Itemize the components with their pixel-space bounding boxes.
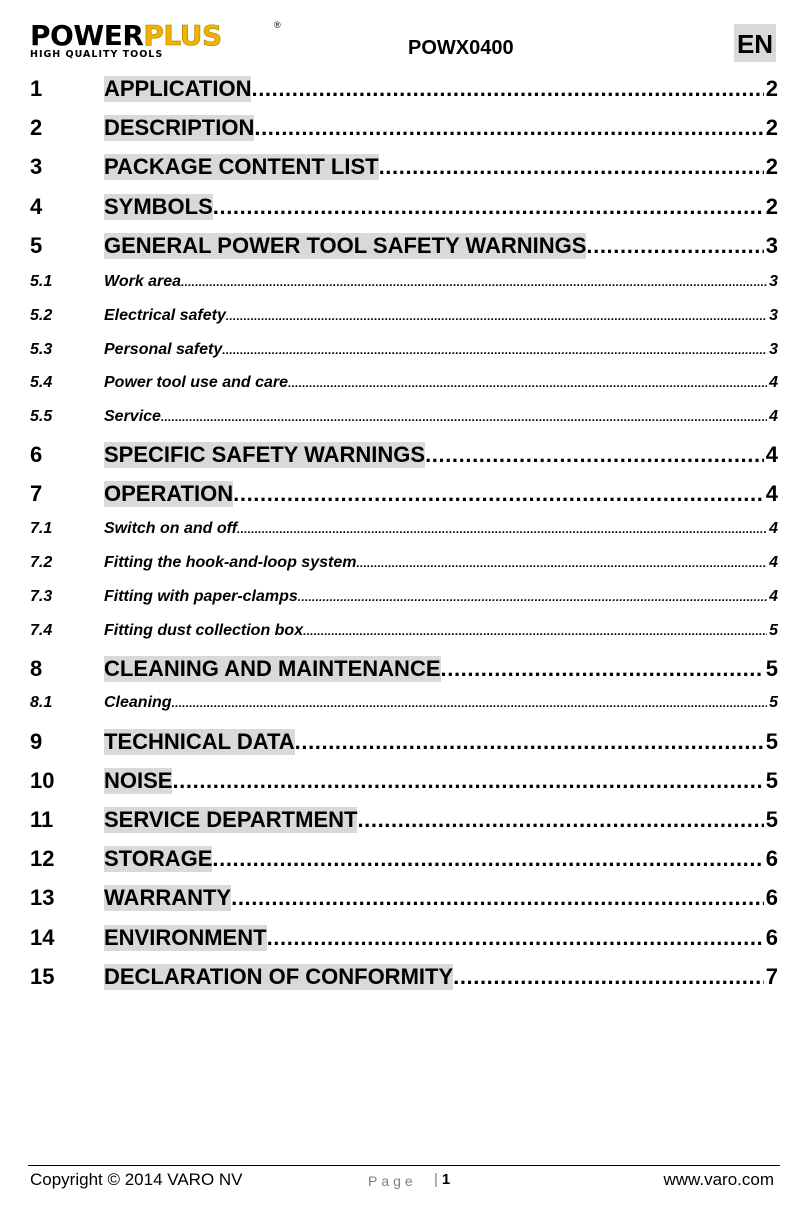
toc-entry-number: 15: [30, 964, 55, 989]
toc-entry-number: 6: [30, 442, 43, 467]
page-label: Page: [368, 1173, 417, 1189]
toc-entry-title[interactable]: STORAGE: [104, 846, 213, 871]
toc-entry-number: 5: [30, 233, 43, 258]
toc-entry[interactable]: [30, 307, 778, 325]
toc-entry-title[interactable]: OPERATION: [104, 481, 234, 506]
toc-entry-page: 6: [765, 885, 778, 910]
toc-entry-title[interactable]: SYMBOLS: [104, 194, 213, 219]
toc-dot-leader: [441, 656, 764, 682]
toc-dot-leader: [212, 846, 763, 872]
toc-entry[interactable]: [30, 622, 778, 640]
model-number: POWX0400: [408, 37, 514, 59]
toc-entry-title[interactable]: Personal safety: [104, 341, 223, 358]
toc-entry-number: 14: [30, 925, 55, 950]
toc-entry[interactable]: [30, 768, 778, 794]
toc-entry[interactable]: [30, 408, 778, 426]
toc-dot-leader: [379, 154, 764, 180]
toc-dot-leader: [586, 233, 763, 259]
toc-entry-title[interactable]: Work area: [104, 273, 182, 290]
toc-entry-title[interactable]: DECLARATION OF CONFORMITY: [104, 964, 454, 989]
toc-dot-leader: [181, 275, 767, 289]
toc-entry[interactable]: [30, 964, 778, 990]
toc-entry-page: 3: [769, 273, 778, 290]
page-separator: |: [434, 1171, 438, 1188]
toc-entry-title[interactable]: GENERAL POWER TOOL SAFETY WARNINGS: [104, 233, 587, 258]
toc-dot-leader: [161, 410, 767, 424]
toc-entry-number: 5.2: [30, 307, 53, 324]
toc-entry-page: 5: [765, 807, 778, 832]
toc-entry-title[interactable]: Electrical safety: [104, 307, 226, 324]
toc-entry[interactable]: [30, 588, 778, 606]
toc-entry-title[interactable]: Fitting dust collection box: [104, 622, 304, 639]
toc-dot-leader: [237, 522, 767, 536]
toc-entry-title[interactable]: SPECIFIC SAFETY WARNINGS: [104, 442, 426, 467]
toc-entry[interactable]: [30, 442, 778, 468]
toc-entry-title[interactable]: PACKAGE CONTENT LIST: [104, 154, 379, 179]
toc-entry-title[interactable]: APPLICATION: [104, 76, 252, 101]
toc-entry-number: 2: [30, 115, 43, 140]
toc-entry-page: 4: [769, 554, 778, 571]
toc-entry-page: 2: [765, 194, 778, 219]
toc-entry-title[interactable]: ENVIRONMENT: [104, 925, 267, 950]
toc-entry-page: 2: [765, 76, 778, 101]
toc-entry-title[interactable]: NOISE: [104, 768, 173, 793]
toc-dot-leader: [295, 729, 764, 755]
toc-dot-leader: [251, 76, 763, 102]
toc-entry-title[interactable]: Cleaning: [104, 694, 172, 711]
toc-entry-page: 4: [769, 520, 778, 537]
copyright-text: Copyright © 2014 VARO NV: [30, 1170, 243, 1189]
toc-entry-number: 7.4: [30, 622, 53, 639]
toc-entry-number: 5.3: [30, 341, 53, 358]
toc-entry-number: 4: [30, 194, 43, 219]
toc-entry-number: 5.5: [30, 408, 53, 425]
toc-entry[interactable]: [30, 194, 778, 220]
website-link[interactable]: www.varo.com: [663, 1170, 774, 1189]
toc-entry[interactable]: [30, 115, 778, 141]
toc-dot-leader: [357, 807, 763, 833]
toc-dot-leader: [172, 696, 768, 710]
toc-entry-page: 6: [765, 846, 778, 871]
toc-entry-number: 8.1: [30, 694, 53, 711]
toc-dot-leader: [453, 964, 764, 990]
toc-entry-page: 5: [765, 729, 778, 754]
toc-entry-number: 5.4: [30, 374, 53, 391]
toc-dot-leader: [298, 590, 767, 604]
toc-dot-leader: [231, 885, 764, 911]
toc-entry[interactable]: [30, 273, 778, 291]
toc-entry-page: 5: [769, 622, 778, 639]
toc-entry-page: 2: [765, 115, 778, 140]
toc-entry-page: 3: [769, 341, 778, 358]
toc-entry-title[interactable]: Power tool use and care: [104, 374, 289, 391]
toc-entry-page: 6: [765, 925, 778, 950]
toc-entry[interactable]: [30, 554, 778, 572]
toc-entry[interactable]: [30, 520, 778, 538]
toc-entry[interactable]: [30, 807, 778, 833]
toc-entry-page: 3: [769, 307, 778, 324]
registered-mark: ®: [274, 20, 281, 30]
toc-entry-title[interactable]: Service: [104, 408, 161, 425]
toc-entry-number: 7: [30, 481, 43, 506]
toc-entry-page: 5: [765, 656, 778, 681]
logo-tagline: HIGH QUALITY TOOLS: [30, 49, 164, 60]
toc-entry[interactable]: [30, 374, 778, 392]
toc-dot-leader: [226, 309, 767, 323]
toc-entry[interactable]: [30, 76, 778, 102]
toc-entry-title[interactable]: TECHNICAL DATA: [104, 729, 295, 754]
toc-entry[interactable]: [30, 846, 778, 872]
toc-entry-title[interactable]: Fitting the hook-and-loop system: [104, 554, 357, 571]
toc-entry-number: 10: [30, 768, 55, 793]
toc-entry-page: 4: [769, 408, 778, 425]
toc-entry-page: 4: [765, 442, 778, 467]
toc-entry-page: 5: [765, 768, 778, 793]
toc-dot-leader: [356, 556, 767, 570]
toc-entry-page: 4: [765, 481, 778, 506]
toc-entry-number: 7.1: [30, 520, 53, 537]
toc-entry[interactable]: [30, 729, 778, 755]
toc-entry[interactable]: [30, 233, 778, 259]
toc-entry-title[interactable]: Switch on and off: [104, 520, 238, 537]
toc-entry-number: 5.1: [30, 273, 53, 290]
toc-dot-leader: [267, 925, 764, 951]
toc-entry-title[interactable]: DESCRIPTION: [104, 115, 255, 140]
toc-entry-page: 5: [769, 694, 778, 711]
toc-dot-leader: [303, 624, 767, 638]
toc-entry-page: 7: [765, 964, 778, 989]
toc-dot-leader: [172, 768, 763, 794]
toc-entry[interactable]: [30, 925, 778, 951]
toc-dot-leader: [233, 481, 764, 507]
toc-entry-page: 2: [765, 154, 778, 179]
toc-entry-title[interactable]: CLEANING AND MAINTENANCE: [104, 656, 441, 681]
toc-entry-number: 7.2: [30, 554, 53, 571]
toc-entry-number: 11: [30, 807, 54, 832]
toc-entry[interactable]: [30, 481, 778, 507]
toc-entry-number: 13: [30, 885, 55, 910]
toc-dot-leader: [254, 115, 763, 141]
page-number-value: 1: [441, 1171, 451, 1188]
toc-dot-leader: [222, 343, 767, 357]
toc-entry-number: 7.3: [30, 588, 53, 605]
toc-entry-number: 8: [30, 656, 43, 681]
toc-entry-page: 3: [765, 233, 778, 258]
toc-dot-leader: [288, 376, 767, 390]
toc-entry-number: 1: [30, 76, 43, 101]
toc-entry-title[interactable]: WARRANTY: [104, 885, 232, 910]
toc-entry-title[interactable]: SERVICE DEPARTMENT: [104, 807, 358, 832]
toc-entry[interactable]: [30, 656, 778, 682]
toc-entry[interactable]: [30, 885, 778, 911]
language-badge: EN: [734, 24, 776, 62]
toc-entry-page: 4: [769, 374, 778, 391]
logo-wordmark: POWERPLUS: [30, 19, 222, 52]
toc-entry[interactable]: [30, 341, 778, 359]
toc-entry[interactable]: [30, 154, 778, 180]
toc-dot-leader: [425, 442, 764, 468]
toc-dot-leader: [213, 194, 764, 220]
toc-entry-number: 3: [30, 154, 43, 179]
toc-entry[interactable]: [30, 694, 778, 712]
toc-entry-title[interactable]: Fitting with paper-clamps: [104, 588, 298, 605]
page-number: [434, 1171, 450, 1188]
footer-divider: [28, 1165, 780, 1166]
toc-entry-number: 12: [30, 846, 55, 871]
toc-entry-page: 4: [769, 588, 778, 605]
toc-entry-number: 9: [30, 729, 43, 754]
